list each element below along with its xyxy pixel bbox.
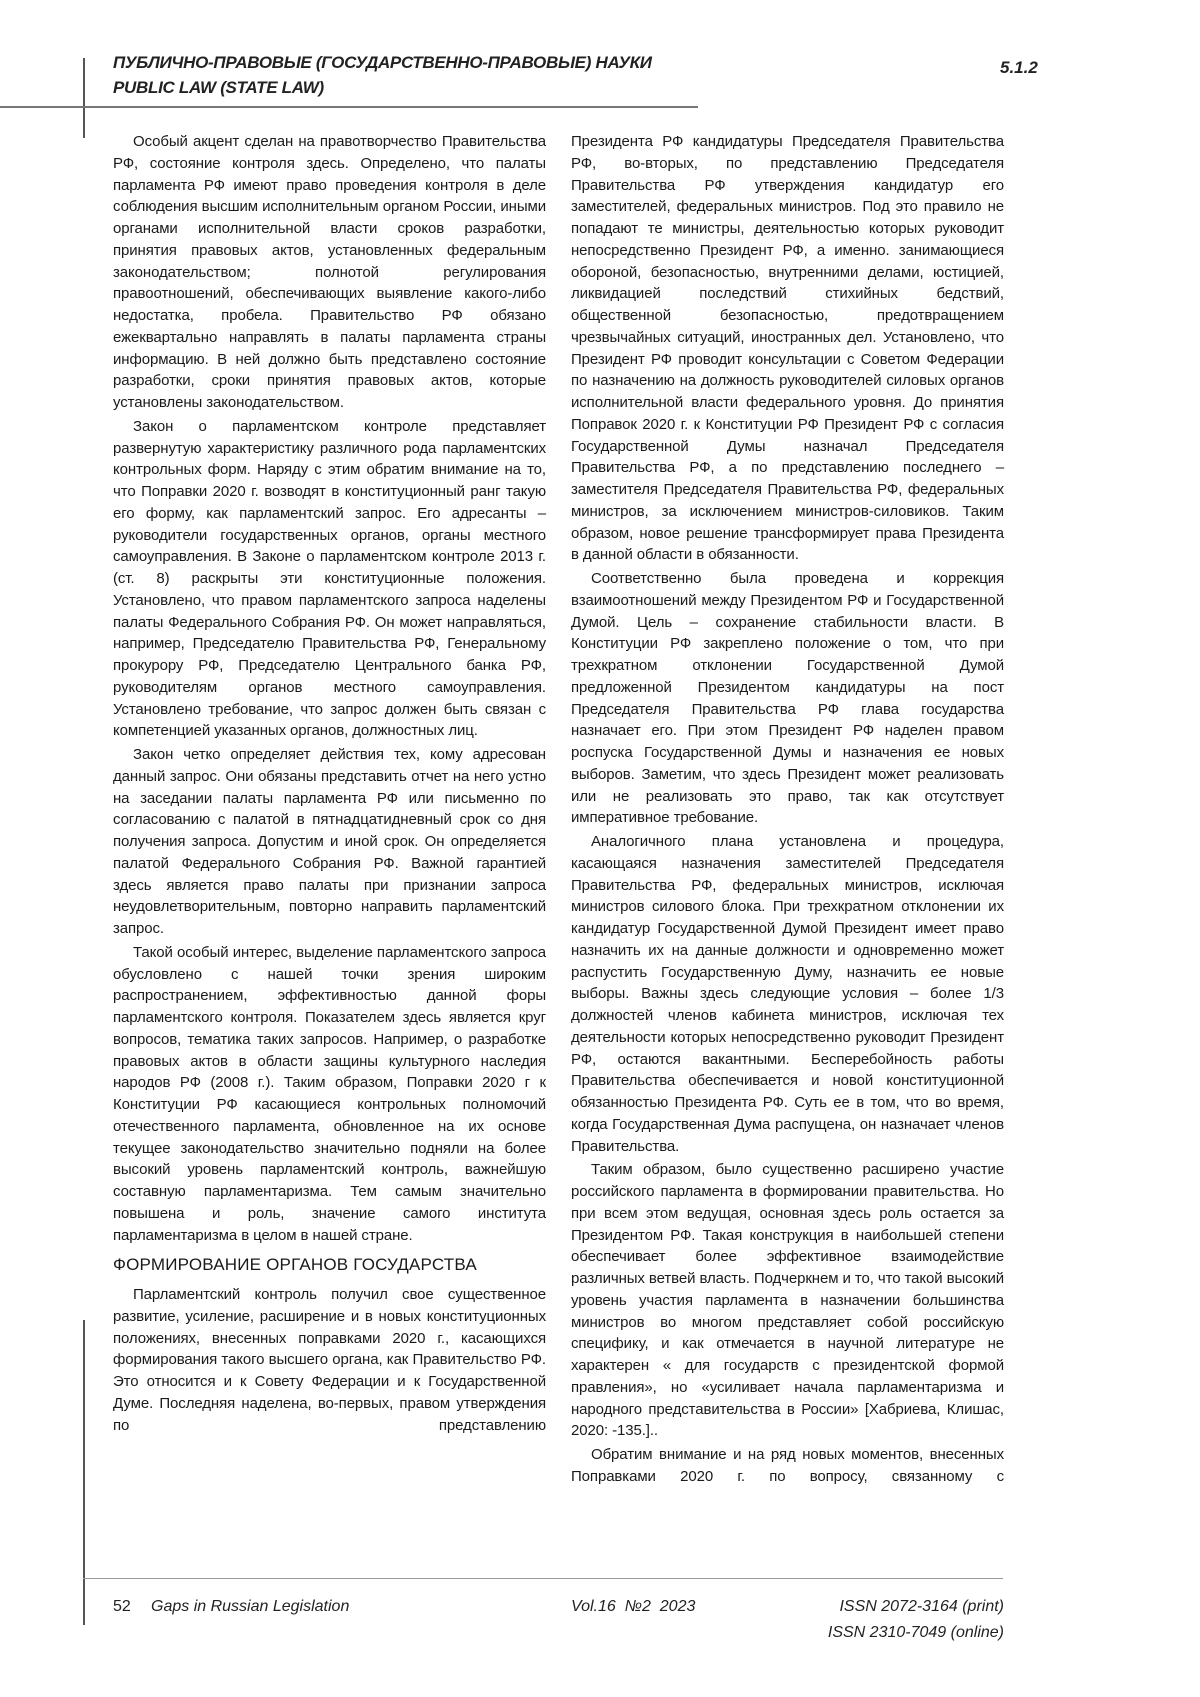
paragraph: Обратим внимание и на ряд новых моментов, внесенных Поправками 2020 г. по вопросу, связанному с — [571, 1444, 1004, 1488]
paragraph: Особый акцент сделан на правотворчество Правительства РФ, состояние контроля здесь. Определено, что палаты парламента РФ имеют право проведения контроля в деле соблюдения высшим исполнительным органом России, иными органами исполнительной власти сроков разработки, принятия правовых актов, установленных федеральным законодательством; полнотой регулирования правоотношений, обеспечивающих выявление какого-либо недостатка, пробела. Правительство РФ обязано ежеквартально направлять в палаты парламента страны информацию. В ней должно быть представлено состояние разработки, сроки принятия правовых актов, которые установлены законодательством. — [113, 131, 546, 414]
paragraph: Закон четко определяет действия тех, кому адресован данный запрос. Они обязаны представить отчет на него устно на заседании палаты парламента РФ или письменно по согласованию с палатой в пятнадцатидневный срок со дня получения запроса. Допустим и иной срок. Он определяется палатой Федерального Собрания РФ. Важной гарантией здесь является право палаты при признании запроса неудовлетворительным, повторно направить парламентский запрос. — [113, 744, 546, 940]
paragraph: Закон о парламентском контроле представляет развернутую характеристику различного рода парламентских контрольных форм. Наряду с этим обратим внимание на то, что Поправки 2020 г. возводят в конституционный ранг такую его форму, как парламентский запрос. Его адресанты – руководители государственных органов, органы местного самоуправления. В Законе о парламентском контроле 2013 г. (ст. 8) раскрыты эти конституционные положения. Установлено, что правом парламентского запроса наделены палаты Федерального Собрания РФ. Он может направляться, например, Председателю Правительства РФ, Генеральному прокурору РФ, Председателю Центрального банка РФ, руководителям органов местного самоуправления. Установлено требование, что запрос должен быть связан с компетенцией указанных органов, должностных лиц. — [113, 416, 546, 742]
issn-print: ISSN 2072-3164 (print) — [839, 1598, 1004, 1616]
paragraph: Президента РФ кандидатуры Председателя Правительства РФ, во-вторых, по представлению Председателя Правительства РФ утверждения кандидатур его заместителей, федеральных министров. Под это правило не попадают те министры, деятельностью которых руководит непосредственно Президент РФ, а именно. занимающиеся обороной, безопасностью, внутренними делами, юстицией, ликвидацией последствий стихийных бедствий, общественной безопасностью, предотвращением чрезвычайных ситуаций, иностранных дел. Установлено, что Президент РФ проводит консультации с Советом Федерации по назначению на должность руководителей силовых органов исполнительной власти федерального уровня. До принятия Поправок 2020 г. к Конституции РФ Президент РФ с согласия Государственной Думы назначал Председателя Правительства РФ, а по представлению последнего – заместителя Председателя Правительства РФ, федеральных министров, за исключением министров-силовиков. Таким образом, новое решение трансформирует права Президента в данной области в обязанности. — [571, 131, 1004, 566]
header-rule-vertical — [83, 58, 85, 138]
header-title-en: PUBLIC LAW (STATE LAW) — [113, 75, 652, 100]
running-header — [113, 50, 652, 100]
footer-rule-vertical — [83, 1320, 85, 1625]
paragraph: Парламентский контроль получил свое существенное развитие, усиление, расширение и в новых конституционных положениях, внесенных поправками 2020 г., касающихся формирования такого высшего органа, как Правительство РФ. Это относится и к Совету Федерации и к Государственной Думе. Последняя наделена, во-первых, правом утверждения по представлению — [113, 1284, 546, 1436]
header-rule-horizontal — [0, 106, 698, 108]
section-code: 5.1.2 — [1000, 58, 1038, 78]
paragraph: Аналогичного плана установлена и процедура, касающаяся назначения заместителей Председателя Правительства РФ, федеральных министров, исключая министров силового блока. При трехкратном отклонении их кандидатур Государственной Думой Президент имеет право назначить их на данные должности и одновременно может распустить Государственную Думу, назначить ее новые выборы. Важны здесь следующие условия – более 1/3 должностей членов кабинета министров, исключая тех деятельности которых непосредственно руководит Президент РФ, остаются вакантными. Бесперебойность работы Правительства обеспечивается и новой конституционной обязанностью Президента РФ. Суть ее в том, что во время, когда Государственная Дума распущена, он назначает членов Правительства. — [571, 831, 1004, 1157]
issue-info: Vol.16 №2 2023 — [571, 1598, 695, 1616]
journal-name: Gaps in Russian Legislation — [151, 1598, 349, 1616]
footer-rule-horizontal — [83, 1578, 1003, 1579]
paragraph: Соответственно была проведена и коррекция взаимоотношений между Президентом РФ и Государственной Думой. Цель – сохранение стабильности власти. В Конституции РФ закреплено положение о том, что при трехкратном отклонении Государственной Думой предложенной Президентом кандидатуры на пост Председателя Правительства РФ глава государства назначает его. При этом Президент РФ наделен правом роспуска Государственной Думы и назначения ее новых выборов. Заметим, что здесь Президент может реализовать или не реализовать это право, так как отсутствует императивное требование. — [571, 568, 1004, 829]
right-column — [571, 131, 1004, 1490]
page-number: 52 — [113, 1598, 131, 1616]
issn-online: ISSN 2310-7049 (online) — [828, 1624, 1004, 1642]
left-column — [113, 131, 546, 1438]
section-heading: ФОРМИРОВАНИЕ ОРГАНОВ ГОСУДАРСТВА — [113, 1254, 546, 1276]
paragraph: Такой особый интерес, выделение парламентского запроса обусловлено с нашей точки зрения широким распространением, эффективностью данной форы парламентского контроля. Показателем здесь является круг вопросов, тематика таких запросов. Например, о разработке правовых актов в области защины культурного наследия народов РФ (2008 г.). Таким образом, Поправки 2020 г к Конституции РФ касающиеся контрольных полномочий отечественного парламента, обновленное на их основе текущее законодательство значительно подняли на более высокий уровень парламентский контроль, важнейшую составную парламентаризма. Тем самым значительно повышена и роль, значение самого института парламентаризма в целом в нашей стране. — [113, 942, 546, 1247]
paragraph: Таким образом, было существенно расширено участие российского парламента в формировании правительства. Но при всем этом ведущая, основная здесь роль остается за Президентом РФ. Такая конструкция в наибольшей степени обеспечивает более эффективное взаимодействие различных ветвей власть. Подчеркнем и то, что такой высокий уровень участия парламента в назначении большинства министров во многом представляет собой российскую специфику, и как отмечается в научной литературе не характерен « для государств с президентской формой правления», но «усиливает начала парламентаризма и народного представительства в России» [Хабриева, Клишас, 2020: -135.].. — [571, 1159, 1004, 1442]
header-title-ru: ПУБЛИЧНО-ПРАВОВЫЕ (ГОСУДАРСТВЕННО-ПРАВОВЫЕ) НАУКИ — [113, 50, 652, 75]
